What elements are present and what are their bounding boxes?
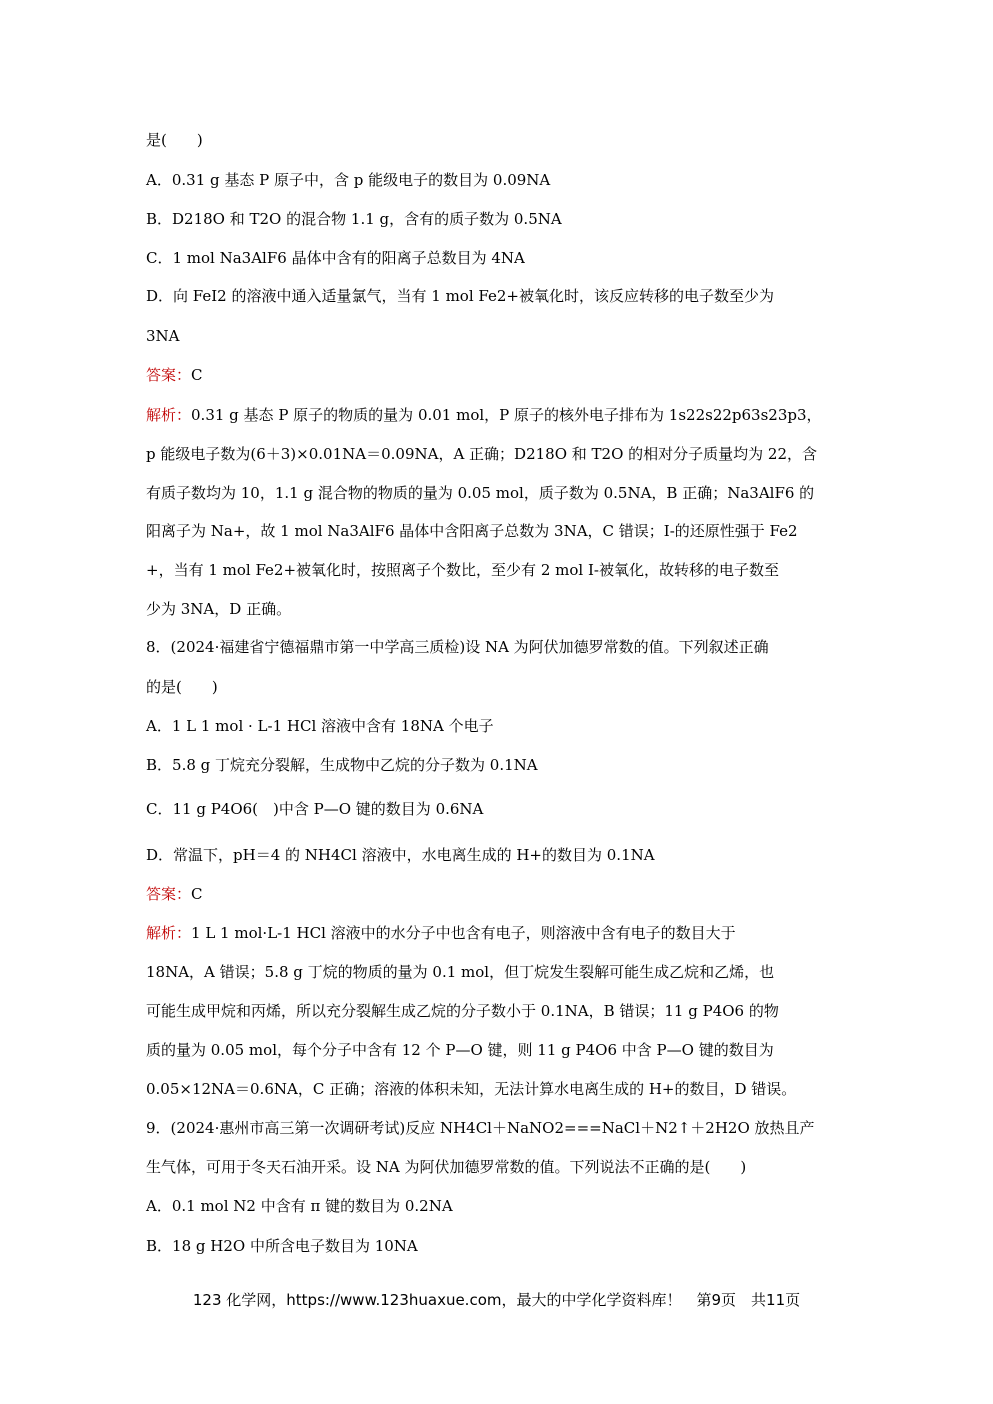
option-c: C．11 g P4O6( )中含 P—O 键的数目为 0.6NA <box>146 800 484 818</box>
option-b: B．18 g H2O 中所含电子数目为 10NA <box>146 1237 418 1255</box>
option-a: A．0.1 mol N2 中含有 π 键的数目为 0.2NA <box>146 1197 453 1215</box>
explanation-line: 可能生成甲烷和丙烯，所以充分裂解生成乙烷的分子数小于 0.1NA，B 错误；11 g P4O6 的物 <box>146 1002 779 1020</box>
explanation-line: 有质子数均为 10，1.1 g 混合物的物质的量为 0.05 mol，质子数为 0.5NA，B 正确；Na3AlF6 的 <box>146 484 815 502</box>
option-d: D．向 FeI2 的溶液中通入适量氯气，当有 1 mol Fe2+被氧化时，该反应转移的电子数至少为 <box>146 287 774 305</box>
explanation-line: 少为 3NA，D 正确。 <box>146 600 292 618</box>
option-a: A．0.31 g 基态 P 原子中，含 p 能级电子的数目为 0.09NA <box>146 171 551 189</box>
explanation-line: 解析：0.31 g 基态 P 原子的物质的量为 0.01 mol，P 原子的核外电子排布为 1s22s22p63s23p3， <box>146 406 822 424</box>
question-9-line: 生气体，可用于冬天石油开采。设 NA 为阿伏加德罗常数的值。下列说法不正确的是( ) <box>146 1158 747 1176</box>
label-prefix: 答案： <box>146 366 192 384</box>
label-prefix: 答案： <box>146 885 192 903</box>
option-b: B．D218O 和 T2O 的混合物 1.1 g，含有的质子数为 0.5NA <box>146 210 562 228</box>
text-line: 是( ) <box>146 131 203 149</box>
explanation-line: p 能级电子数为(6＋3)×0.01NA＝0.09NA，A 正确；D218O 和 T2O 的相对分子质量均为 22，含 <box>146 445 818 463</box>
explanation-line: 阳离子为 Na+，故 1 mol Na3AlF6 晶体中含阳离子总数为 3NA，C 错误；I-的还原性强于 Fe2 <box>146 522 798 540</box>
explanation-line: +，当有 1 mol Fe2+被氧化时，按照离子个数比，至少有 2 mol I-被氧化，故转移的电子数至 <box>146 561 779 579</box>
text-line: 3NA <box>146 327 180 345</box>
explanation-line: 0.05×12NA＝0.6NA，C 正确；溶液的体积未知，无法计算水电离生成的 H+的数目，D 错误。 <box>146 1080 797 1098</box>
question-8-line: 8．(2024·福建省宁德福鼎市第一中学高三质检)设 NA 为阿伏加德罗常数的值。下列叙述正确 <box>146 638 769 656</box>
label-prefix: 解析： <box>146 924 192 942</box>
answer-line: 答案：C <box>146 885 203 903</box>
label-prefix: 解析： <box>146 406 192 424</box>
answer-line: 答案：C <box>146 366 203 384</box>
option-a: A．1 L 1 mol · L-1 HCl 溶液中含有 18NA 个电子 <box>146 717 494 735</box>
question-8-line: 的是( ) <box>146 678 218 696</box>
question-9-line: 9．(2024·惠州市高三第一次调研考试)反应 NH4Cl＋NaNO2===NaCl＋N2↑＋2H2O 放热且产 <box>146 1119 815 1137</box>
explanation-line: 18NA，A 错误；5.8 g 丁烷的物质的量为 0.1 mol，但丁烷发生裂解可能生成乙烷和乙烯，也 <box>146 963 775 981</box>
page-footer: 123 化学网，https://www.123huaxue.com，最大的中学化学资料库！ 第9页 共11页 <box>192 1291 801 1309</box>
explanation-line: 解析：1 L 1 mol·L-1 HCl 溶液中的水分子中也含有电子，则溶液中含有电子的数目大于 <box>146 924 736 942</box>
option-c: C．1 mol Na3AlF6 晶体中含有的阳离子总数目为 4NA <box>146 249 525 267</box>
explanation-line: 质的量为 0.05 mol，每个分子中含有 12 个 P—O 键，则 11 g P4O6 中含 P—O 键的数目为 <box>146 1041 774 1059</box>
option-d: D．常温下，pH＝4 的 NH4Cl 溶液中，水电离生成的 H+的数目为 0.1NA <box>146 846 655 864</box>
option-b: B．5.8 g 丁烷充分裂解，生成物中乙烷的分子数为 0.1NA <box>146 756 538 774</box>
